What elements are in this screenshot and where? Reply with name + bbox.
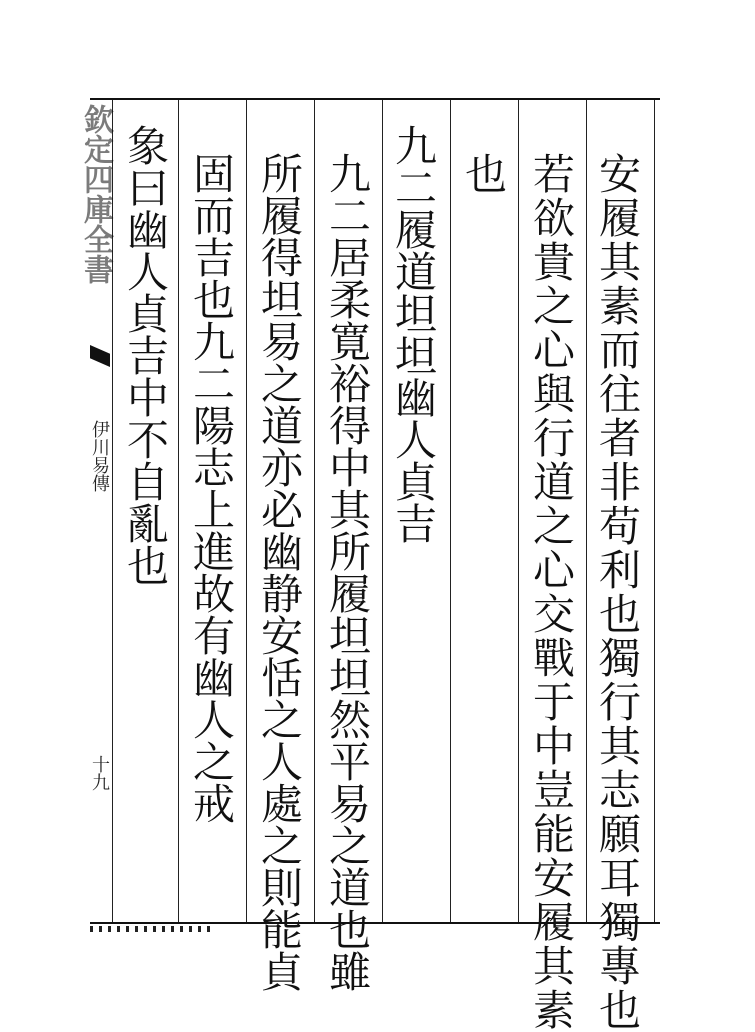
text-column-7: 固而吉也九二陽志上進故有幽人之戒 (187, 152, 236, 824)
text-column-4: 九二履道坦坦幽人貞吉 (389, 124, 438, 544)
text-column-5: 九二居柔寛裕得中其所履坦坦然平易之道也雖 (323, 152, 372, 992)
column-rule (654, 100, 655, 922)
text-column-8: 象曰幽人貞吉中不自亂也 (121, 124, 170, 586)
column-rule (382, 100, 383, 922)
column-rule (314, 100, 315, 922)
fishtail-mark-icon (90, 345, 110, 367)
bottom-dots (90, 926, 210, 932)
page-number: 十九 (89, 755, 110, 791)
column-rule (246, 100, 247, 922)
column-rule (518, 100, 519, 922)
column-rule (178, 100, 179, 922)
text-column-2: 若欲貴之心與行道之心交戰于中豈能安履其素 (527, 152, 576, 1032)
column-rule (586, 100, 587, 922)
book-title: 伊川易傳 (89, 420, 110, 492)
text-column-3: 也 (459, 152, 508, 195)
text-column-1: 安履其素而往者非苟利也獨行其志願耳獨專也 (593, 152, 642, 1032)
header-mark: 欽定四庫全書 (78, 104, 113, 284)
text-column-6: 所履得坦易之道亦必幽静安恬之人處之則能貞 (255, 152, 304, 992)
column-rule (450, 100, 451, 922)
top-rule (90, 98, 660, 100)
